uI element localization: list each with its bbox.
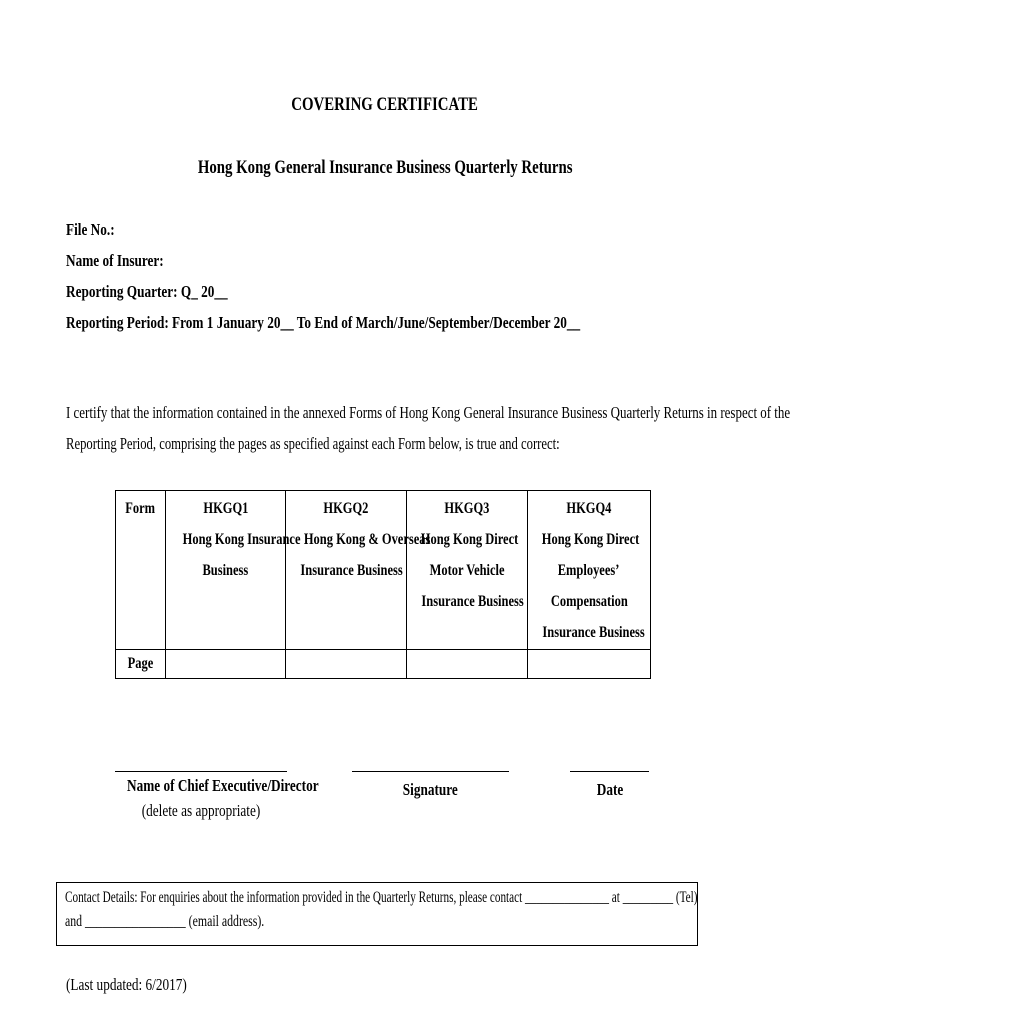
contact-details-box <box>56 882 698 946</box>
page-cell-hkgq1[interactable] <box>166 650 286 679</box>
form-column-hkgq1: HKGQ1 Hong Kong Insurance Business <box>166 491 286 650</box>
reporting-period-field: Reporting Period: From 1 January 20__ To End of March/June/September/December 20__ <box>66 313 581 332</box>
form-header-cell: Form <box>116 491 166 650</box>
page-cell-hkgq4[interactable] <box>528 650 651 679</box>
page-row-label: Page <box>116 650 166 679</box>
date-label: Date <box>596 780 623 799</box>
signature-label: Signature <box>402 780 459 799</box>
page-subtitle: Hong Kong General Insurance Business Quarterly Returns <box>197 157 573 178</box>
form-column-hkgq4: HKGQ4 Hong Kong Direct Employees’ Compensation Insurance Business <box>528 491 651 650</box>
name-label: Name of Chief Executive/Director <box>127 776 319 795</box>
reporting-quarter-field: Reporting Quarter: Q_ 20__ <box>66 282 228 301</box>
contact-line-1: Contact Details: For enquiries about the information provided in the Quarterly Returns, please contact _______________ at _________ (Tel) <box>65 889 698 906</box>
forms-table <box>115 490 651 679</box>
signature-line <box>352 771 509 772</box>
page-cell-hkgq3[interactable] <box>407 650 528 679</box>
name-note: (delete as appropriate) <box>141 801 261 820</box>
name-signature-line <box>115 771 287 772</box>
certification-text-line-2: Reporting Period, comprising the pages as specified against each Form below, is true and correct: <box>66 434 560 453</box>
page-cell-hkgq2[interactable] <box>286 650 407 679</box>
contact-line-2: and _________________ (email address). <box>65 913 265 930</box>
certification-text-line-1: I certify that the information contained in the annexed Forms of Hong Kong General Insurance Business Quarterly Returns in respect of the <box>66 403 791 422</box>
date-line <box>570 771 649 772</box>
form-column-hkgq3: HKGQ3 Hong Kong Direct Motor Vehicle Insurance Business <box>407 491 528 650</box>
file-no-field: File No.: <box>66 220 115 239</box>
page-title: COVERING CERTIFICATE <box>291 94 479 115</box>
form-column-hkgq2: HKGQ2 Hong Kong & Overseas Insurance Business <box>286 491 407 650</box>
insurer-name-field: Name of Insurer: <box>66 251 164 270</box>
last-updated: (Last updated: 6/2017) <box>66 975 187 994</box>
